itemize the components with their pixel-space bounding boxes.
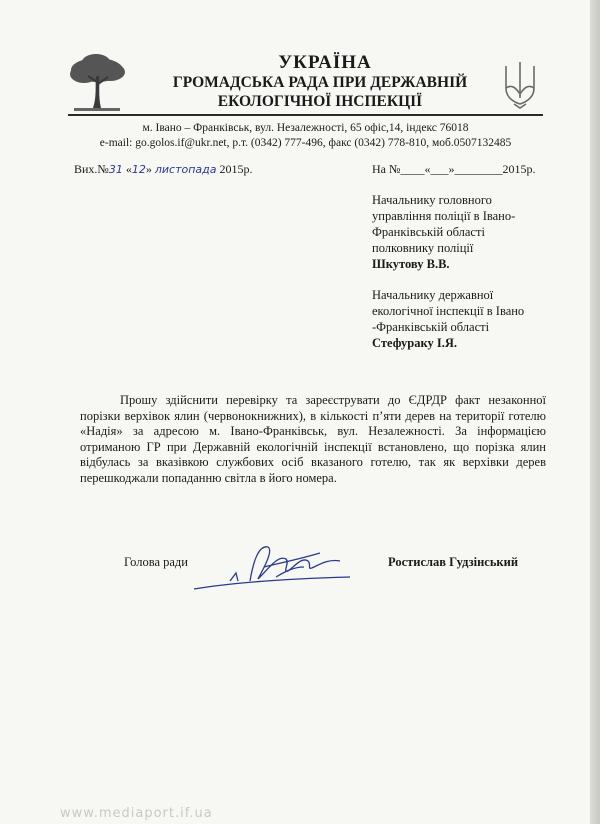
organization-name: [130, 73, 510, 111]
tree-logo-icon: [66, 52, 128, 114]
contact-details: e-mail: go.golos.if@ukr.net, р.т. (0342) 777-496, факс (0342) 778-810, моб.0507132485: [99, 137, 512, 149]
addressee-line: екологічної інспекції в Івано: [372, 304, 525, 318]
handwritten-signature: [190, 537, 360, 597]
outgoing-year: 2015р.: [219, 162, 253, 176]
source-watermark: www.mediaport.if.ua: [60, 806, 213, 821]
addressee-line: управління поліції в Івано-: [372, 209, 516, 223]
incoming-reference: На №____«___»________2015р.: [372, 162, 536, 176]
addressee-line: полковнику поліції: [372, 241, 474, 255]
addressee-eco-inspection: [372, 287, 557, 351]
addressee-name: Стефураку І.Я.: [372, 336, 458, 350]
signatory-title: Голова ради: [124, 555, 188, 569]
header-divider: [68, 114, 543, 116]
addressee-line: Начальнику головного: [372, 193, 492, 207]
country-title: УКРАЇНА: [278, 52, 372, 73]
outgoing-number: 31: [108, 163, 123, 176]
postal-address: м. Івано – Франківськ, вул. Незалежності, 65 офіс,14, індекс 76018: [142, 122, 469, 134]
outgoing-month: листопада: [154, 163, 217, 176]
organization-name-line-1: ГРОМАДСЬКА РАДА ПРИ ДЕРЖАВНІЙ: [172, 74, 468, 91]
organization-name-line-2: ЕКОЛОГІЧНОЇ ІНСПЕКЦІЇ: [217, 93, 423, 110]
addressee-line: Франківській області: [372, 225, 485, 239]
outgoing-reference: Вих.№31 «12» листопада 2015р.: [74, 162, 253, 176]
outgoing-day: 12: [131, 163, 146, 176]
outgoing-prefix: Вих.№: [74, 162, 109, 176]
contact-block: [68, 121, 543, 151]
addressee-name: Шкутову В.В.: [372, 257, 450, 271]
page-edge: [590, 0, 600, 824]
addressee-line: -Франківській області: [372, 320, 490, 334]
signatory-name: Ростислав Гудзінський: [388, 555, 519, 569]
addressee-line: Начальнику державної: [372, 288, 494, 302]
letter-body: Прошу здійснити перевірку та зареєструвати до ЄДРДР факт незаконної порізки верхівок ялин (червонокнижних), в кількості п’яти дерев на території готелю «Надія» за адресою м. Івано-Франківськ, вул. Незалежності. За інформацією отриманою ГР при Державній екологічній інспекції встановлено, що порізка ялин відбулась за вказівкою службових осіб вказаного готелю, так як верхівки дерев перешкоджали попаданню світла в його номера.: [80, 393, 546, 485]
addressee-police: [372, 192, 557, 272]
